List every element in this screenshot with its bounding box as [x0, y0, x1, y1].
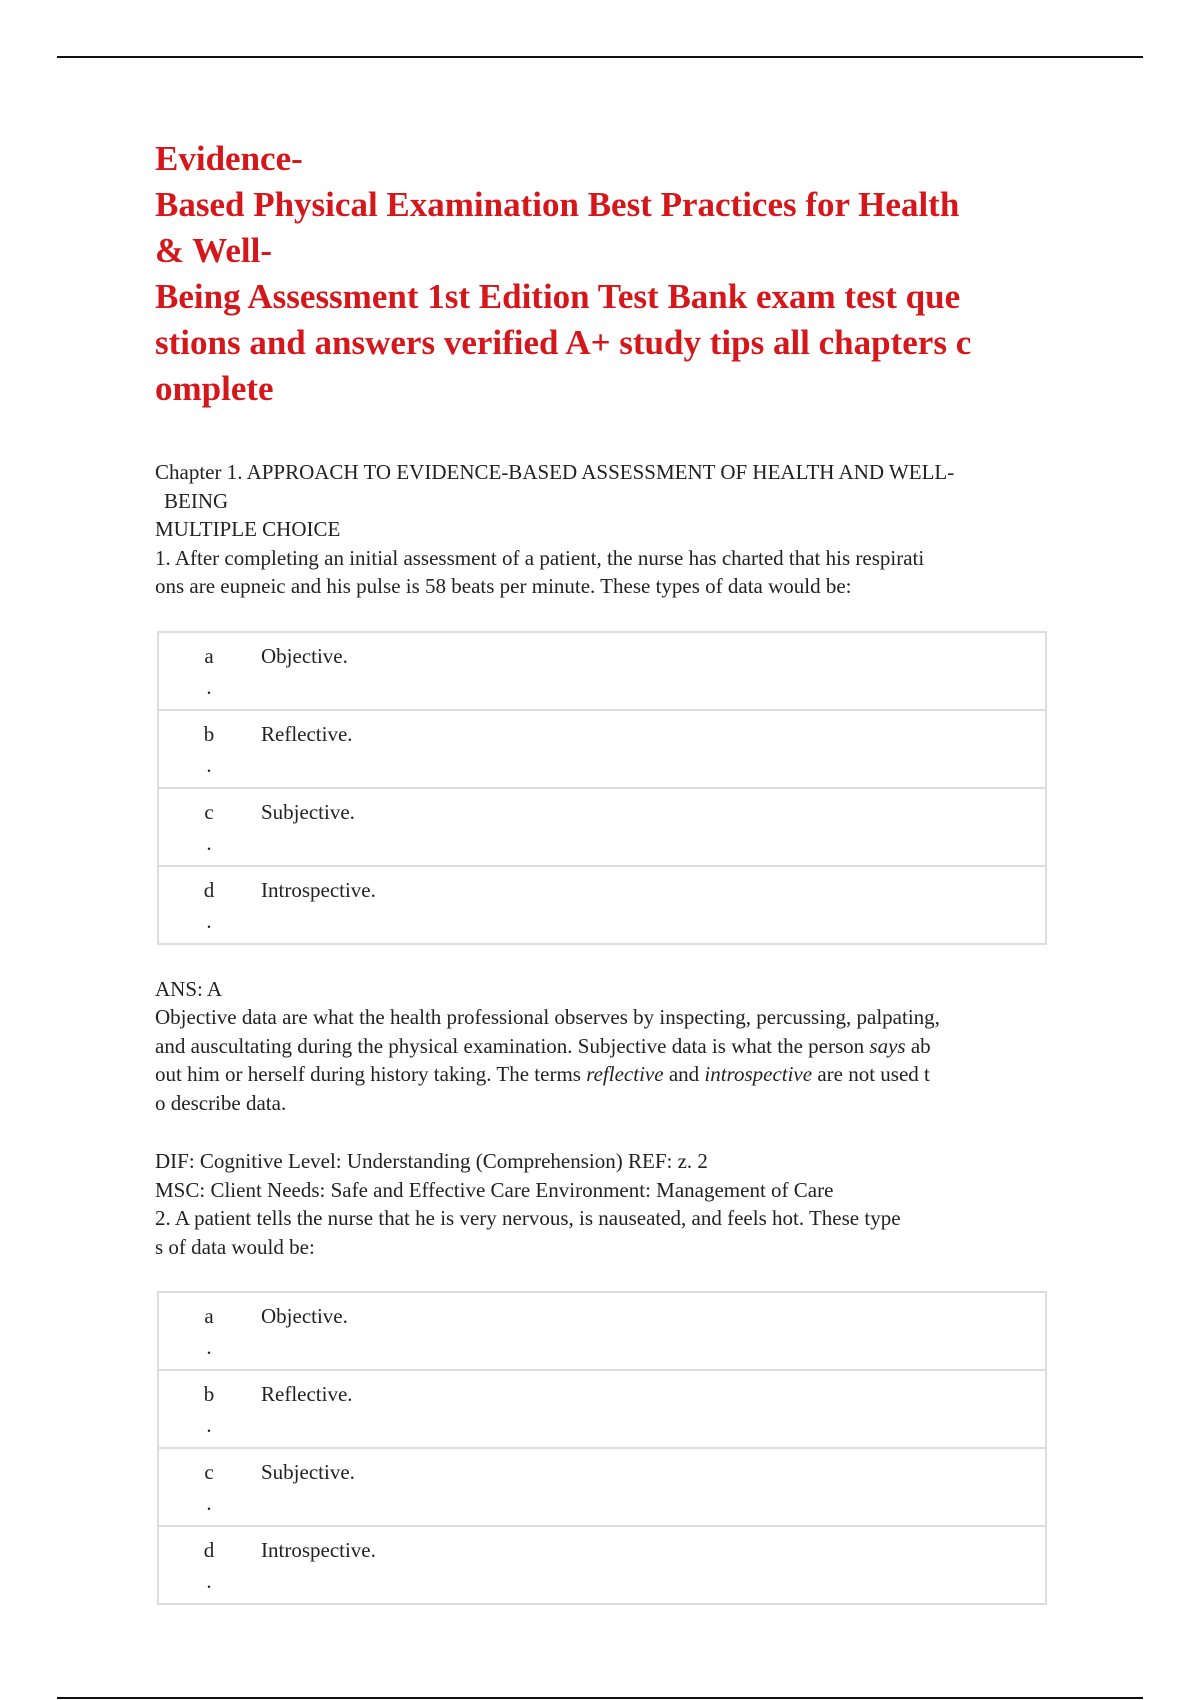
option-row — [158, 1370, 1046, 1448]
explanation-text: out him or herself during history taking. The terms — [155, 1062, 587, 1086]
option-letter — [158, 632, 259, 710]
option-text: Subjective. — [259, 1448, 1046, 1526]
option-row — [158, 1292, 1046, 1370]
option-row — [158, 632, 1046, 710]
client-needs-line: MSC: Client Needs: Safe and Effective Care Environment: Management of Care — [155, 1177, 834, 1202]
bottom-rule — [57, 1697, 1143, 1699]
answer-key: ANS: A — [155, 976, 223, 1001]
document-title — [155, 136, 1095, 412]
option-dot: . — [206, 752, 212, 777]
page-content — [155, 136, 1095, 1605]
title-line: Evidence- — [155, 139, 303, 178]
chapter-line: BEING — [164, 488, 229, 513]
option-row — [158, 1526, 1046, 1604]
explanation-text: and auscultating during the physical examination. Subjective data is what the person — [155, 1033, 870, 1058]
title-line: Being Assessment 1st Edition Test Bank exam test que — [155, 277, 961, 316]
question-stem-line: ons are eupneic and his pulse is 58 beats per minute. These types of data would be: — [155, 574, 852, 598]
answer-block — [155, 975, 1095, 1118]
option-letter-text: c — [204, 799, 214, 824]
explanation-text: are not used t — [812, 1062, 930, 1086]
option-letter-text: a — [204, 1304, 214, 1328]
option-letter — [158, 710, 259, 788]
question-stem-line: 2. A patient tells the nurse that he is very nervous, is nauseated, and feels hot. These type — [155, 1206, 901, 1230]
option-text: Introspective. — [259, 866, 1046, 944]
option-dot: . — [206, 830, 212, 855]
question-stem-line: 1. After completing an initial assessment of a patient, the nurse has charted that his respirati — [155, 545, 925, 570]
option-dot: . — [206, 674, 212, 699]
option-text: Objective. — [259, 1292, 1046, 1370]
option-text: Introspective. — [259, 1526, 1046, 1604]
explanation-line — [155, 1060, 1095, 1089]
option-dot: . — [206, 1413, 212, 1437]
explanation-text: and — [663, 1062, 705, 1086]
chapter-heading — [155, 458, 1095, 601]
option-text: Reflective. — [259, 1370, 1046, 1448]
question-meta — [155, 1147, 1095, 1261]
option-letter-text: d — [203, 877, 215, 902]
explanation-italic: reflective — [586, 1062, 664, 1086]
option-letter-text: b — [203, 1382, 215, 1406]
option-row — [158, 866, 1046, 944]
option-letter-text: c — [204, 1460, 214, 1484]
question-1-options — [157, 631, 1047, 945]
explanation-line: Objective data are what the health professional observes by inspecting, percussing, palpating, — [155, 1005, 940, 1029]
option-text: Objective. — [259, 632, 1046, 710]
option-letter-text: d — [203, 1538, 215, 1562]
title-line: & Well- — [155, 231, 272, 270]
option-letter-text: b — [203, 721, 215, 746]
title-line: stions and answers verified A+ study tips all chapters c — [155, 323, 972, 362]
option-letter — [158, 1526, 259, 1604]
option-row — [158, 710, 1046, 788]
option-text: Subjective. — [259, 788, 1046, 866]
question-2-options — [157, 1291, 1047, 1605]
option-text: Reflective. — [259, 710, 1046, 788]
difficulty-line: DIF: Cognitive Level: Understanding (Comprehension) REF: z. 2 — [155, 1149, 708, 1173]
explanation-line: o describe data. — [155, 1090, 287, 1115]
option-letter — [158, 1370, 259, 1448]
explanation-italic: introspective — [704, 1062, 813, 1086]
explanation-italic: says — [869, 1033, 906, 1058]
option-letter-text: a — [204, 643, 214, 668]
option-row — [158, 788, 1046, 866]
option-dot: . — [206, 1569, 212, 1593]
option-letter — [158, 866, 259, 944]
section-label: MULTIPLE CHOICE — [155, 517, 341, 541]
chapter-line: Chapter 1. APPROACH TO EVIDENCE-BASED ASSESSMENT OF HEALTH AND WELL- — [155, 460, 955, 484]
top-rule — [57, 56, 1143, 58]
question-stem-line: s of data would be: — [155, 1234, 315, 1259]
option-dot: . — [206, 1491, 212, 1515]
title-line: omplete — [155, 369, 274, 408]
explanation-line — [155, 1032, 1095, 1061]
option-letter — [158, 1292, 259, 1370]
title-line: Based Physical Examination Best Practices for Health — [155, 185, 960, 224]
option-row — [158, 1448, 1046, 1526]
option-letter — [158, 788, 259, 866]
explanation-text: ab — [905, 1033, 931, 1058]
option-letter — [158, 1448, 259, 1526]
option-dot: . — [206, 1335, 212, 1359]
option-dot: . — [206, 908, 212, 933]
